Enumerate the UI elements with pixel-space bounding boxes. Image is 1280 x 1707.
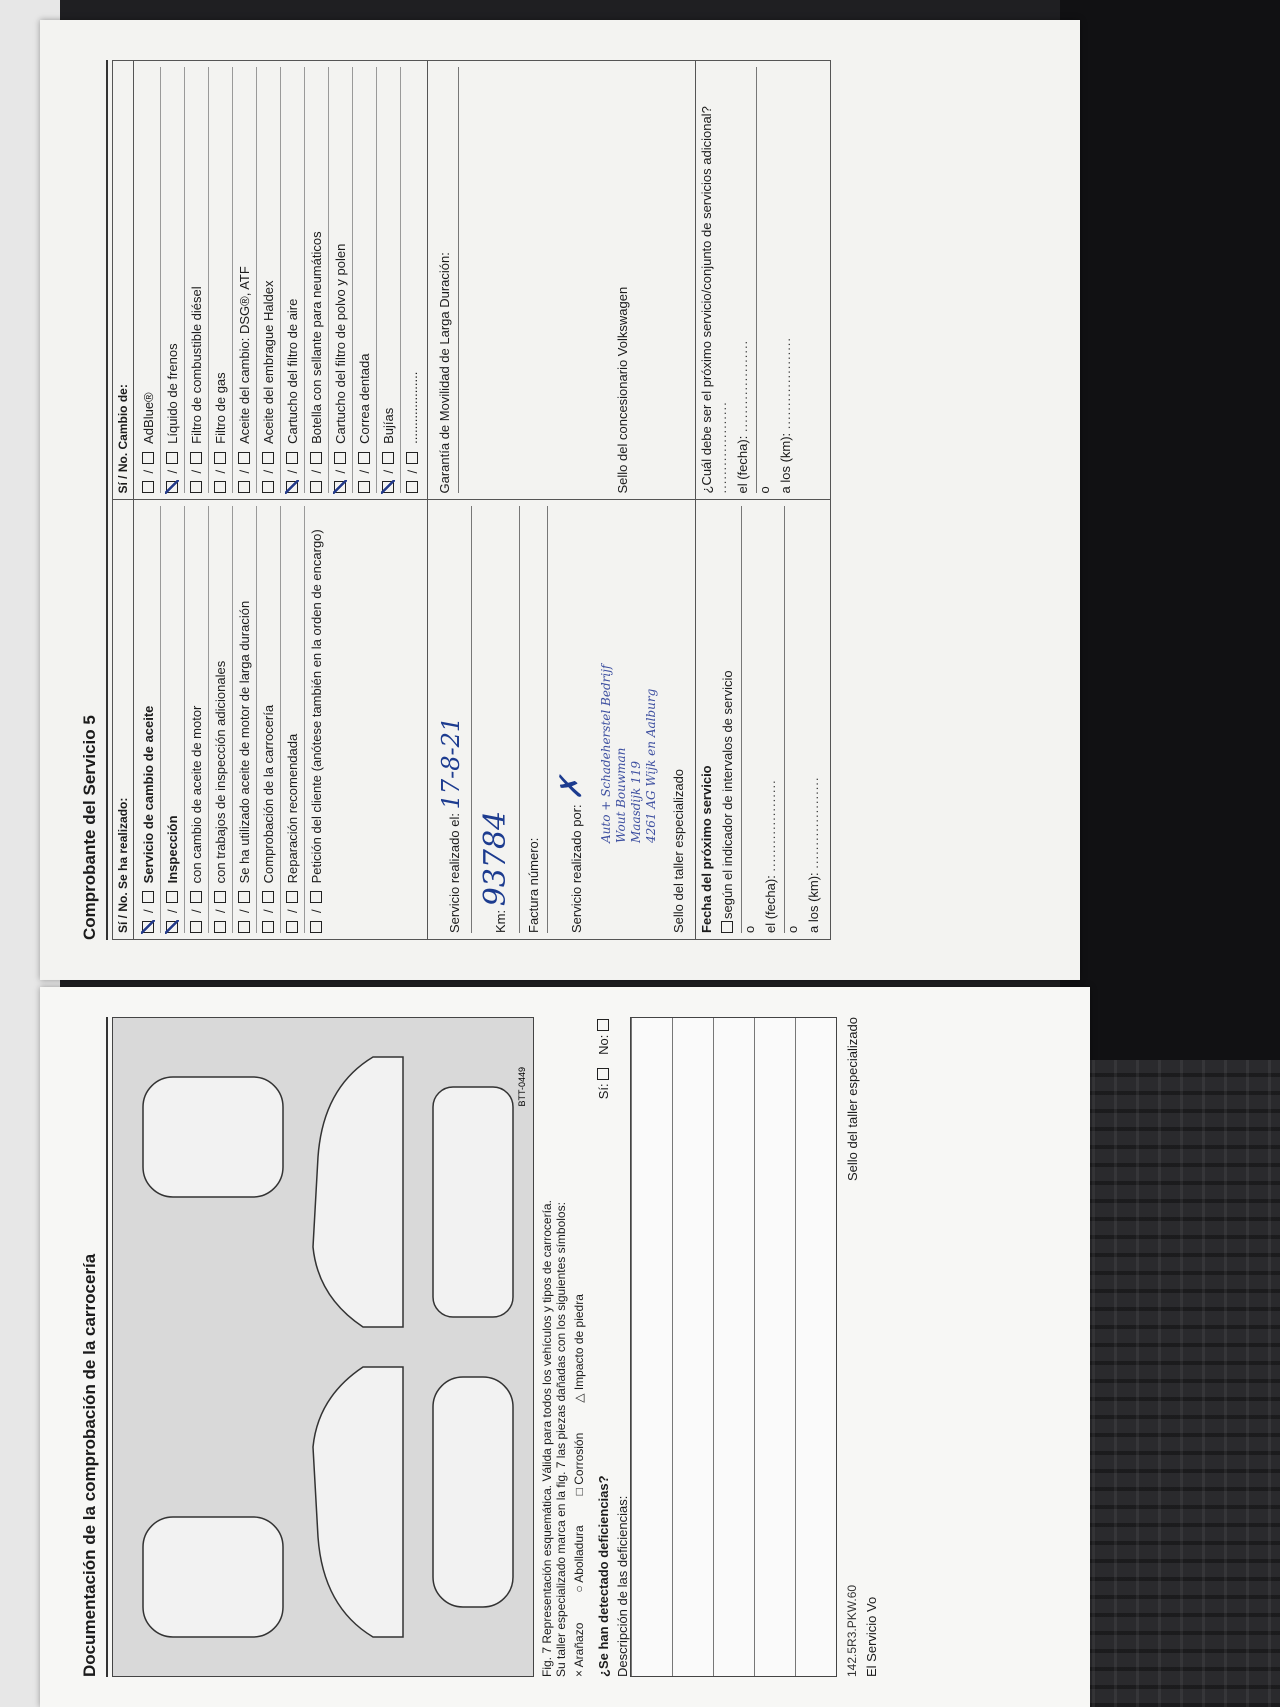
vehicle-diagram [112, 1017, 534, 1677]
next-service-question: ¿Cuál debe ser el próximo servicio/conjunto de servicios adicional? [699, 106, 714, 494]
changed-item-label: Aceite del embrague Haldex [261, 280, 276, 444]
no-checkbox[interactable] [214, 891, 226, 903]
yes-checkbox[interactable] [286, 482, 298, 494]
warranty-field: Garantía de Movilidad de Larga Duración: [431, 67, 459, 494]
performed-list [134, 500, 428, 940]
no-checkbox[interactable] [286, 891, 298, 903]
changed-item: / .................... [401, 67, 424, 494]
background-dark [1060, 0, 1280, 1060]
signature: ✗ [554, 775, 589, 801]
performed-item: / Inspección [161, 507, 185, 934]
next-service-title: Fecha del próximo servicio [699, 765, 714, 933]
symbol-legend: × Arañazo ○ Abolladura □ Corrosión △ Impacto de piedra [572, 1294, 586, 1677]
dealer-stamp-label: Sello del concesionario Volkswagen [615, 286, 630, 494]
changed-header: Sí / No. Cambio de: [113, 61, 134, 501]
no-checkbox[interactable] [262, 891, 274, 903]
yes-checkbox[interactable] [190, 482, 202, 494]
deficiency-question: ¿Se han detectado deficiencias? [596, 1475, 611, 1677]
performed-item: / con trabajos de inspección adicionales [209, 507, 233, 934]
performed-item: / con cambio de aceite de motor [185, 507, 209, 934]
changed-item: / Líquido de frenos [161, 67, 185, 494]
yes-checkbox[interactable] [142, 482, 154, 494]
yes-checkbox[interactable] [286, 921, 298, 933]
no-checkbox[interactable] [166, 452, 178, 464]
description-label: Descripción de las deficiencias: [615, 1495, 630, 1677]
changed-item: / Aceite del embrague Haldex [257, 67, 281, 494]
yes-checkbox[interactable] [166, 482, 178, 494]
yes-checkbox[interactable] [597, 1068, 609, 1080]
figure-caption: Fig. 7 Representación esquemática. Válida para todos los vehículos y tipos de carrocería. [540, 1200, 554, 1677]
performed-item-label: Comprobación de la carrocería [261, 704, 276, 884]
changed-item-label: AdBlue® [141, 392, 156, 444]
changed-item: / Botella con sellante para neumáticos [305, 67, 329, 494]
performed-header: Sí / No. Se ha realizado: [113, 500, 134, 940]
changed-item: / Aceite del cambio: DSG®, ATF [233, 67, 257, 494]
changed-item-label: Bujías [381, 407, 396, 444]
no-checkbox[interactable] [310, 452, 322, 464]
yes-checkbox[interactable] [214, 482, 226, 494]
no-checkbox[interactable] [166, 891, 178, 903]
yes-checkbox[interactable] [406, 482, 418, 494]
no-checkbox[interactable] [358, 452, 370, 464]
service-date-value: 17-8-21 [437, 716, 465, 810]
changed-item-label: Cartucho del filtro de aire [285, 298, 300, 444]
yes-checkbox[interactable] [190, 921, 202, 933]
footer-text: El Servicio Vo [864, 1596, 879, 1677]
page-title: Documentación de la comprobación de la carrocería [80, 1253, 99, 1677]
changed-item: / Cartucho del filtro de aire [281, 67, 305, 494]
changed-item-label: Líquido de frenos [165, 343, 180, 444]
page-title: Comprobante del Servicio 5 [80, 715, 99, 940]
changed-item-label: Aceite del cambio: DSG®, ATF [237, 266, 252, 444]
changed-item-label: Correa dentada [357, 353, 372, 444]
km-value: 93784 [478, 810, 513, 907]
yes-checkbox[interactable] [334, 482, 346, 494]
performed-item-label: Se ha utilizado aceite de motor de larga duración [237, 600, 252, 884]
no-checkbox[interactable] [238, 891, 250, 903]
no-checkbox[interactable] [406, 452, 418, 464]
km-field: Km: 93784 [472, 507, 520, 934]
yes-checkbox[interactable] [262, 921, 274, 933]
yes-checkbox[interactable] [262, 482, 274, 494]
changed-item-label: Filtro de combustible diésel [189, 286, 204, 444]
performed-item-label: con cambio de aceite de motor [189, 705, 204, 884]
yes-checkbox[interactable] [214, 921, 226, 933]
changed-item: / Bujías [377, 67, 401, 494]
yes-checkbox[interactable] [238, 921, 250, 933]
figure-code: BTT-0449 [517, 1067, 527, 1107]
performed-item-label: Reparación recomendada [285, 733, 300, 884]
car-top-view [433, 1377, 513, 1607]
changed-item: / Correa dentada [353, 67, 377, 494]
changed-item: / Cartucho del filtro de polvo y polen [329, 67, 353, 494]
no-checkbox[interactable] [286, 452, 298, 464]
no-checkbox[interactable] [142, 452, 154, 464]
symbols-intro: Su taller especializado marca en la fig. 7 las piezas dañadas con los siguientes símbolos: [554, 1202, 568, 1677]
no-checkbox[interactable] [334, 452, 346, 464]
performed-item: / Petición del cliente (anótese también en la orden de encargo) [305, 507, 328, 934]
changed-item-label: .................... [405, 371, 420, 444]
no-checkbox[interactable] [214, 452, 226, 464]
yes-checkbox[interactable] [166, 921, 178, 933]
changed-list [134, 61, 428, 501]
performed-by-field: Servicio realizado por: ✗ [554, 775, 589, 933]
no-checkbox[interactable] [190, 452, 202, 464]
performed-item-label: Servicio de cambio de aceite [141, 705, 156, 884]
yes-checkbox[interactable] [238, 482, 250, 494]
car-front-view [143, 1517, 283, 1637]
interval-checkbox[interactable] [721, 921, 733, 933]
service-table: Sí / No. Se ha realizado: Sí / No. Cambio de: / Servicio de cambio de aceite / Inspección / con cambio de aceite de motor / con trabajos de inspección adicionales / Se ha utilizado aceite de motor de larga duración / Comprobación de la carrocería / Reparación recomendada / Petición del cliente (anótese también en la orden de encargo) / AdBlue® / Líquido de frenos / Filtro de combustible diésel / Filtro de gas / Aceite del cambio: DSG®, ATF / Aceite del embrague Haldex / Cartucho del filtro de aire / Botella con sellante para neumáticos / Cartucho del filtro de polvo y polen / Correa dentada / Bujías / .................... Servicio realizado el: 17-8-21 Km: 93784 Factura número: Servicio realizado por: ✗ Auto + Schadeherstel Bedrijf Wout Bouwman Maasdijk 119 4261 AG Wijk en Aalburg Sello del taller especializado Garantía de Movilidad de Larga Duración: Sello del concesionario Volkswagen Fecha del próximo servicio según el indicador de intervalos de servicio o el (fecha): .................... o a los (km): .................... ¿Cuál debe ser el próximo servicio/conjunto de servicios adicional? .................... el (fecha): .................... o a los (km): .................... [112, 60, 831, 940]
performed-item: / Se ha utilizado aceite de motor de larga duración [233, 507, 257, 934]
yes-checkbox[interactable] [142, 921, 154, 933]
car-rear-view [143, 1077, 283, 1197]
no-checkbox[interactable] [597, 1019, 609, 1031]
no-checkbox[interactable] [310, 891, 322, 903]
changed-item: / Filtro de combustible diésel [185, 67, 209, 494]
workshop-stamp-label: Sello del taller especializado [671, 768, 686, 933]
no-checkbox[interactable] [142, 891, 154, 903]
description-lines [630, 1017, 837, 1677]
yes-checkbox[interactable] [382, 482, 394, 494]
performed-item-label: con trabajos de inspección adicionales [213, 660, 228, 884]
car-right-side [313, 1057, 403, 1327]
changed-item-label: Filtro de gas [213, 372, 228, 444]
performed-item: / Comprobación de la carrocería [257, 507, 281, 934]
workshop-stamp-label: Sello del taller especializado [845, 1017, 860, 1182]
service-date-field: Servicio realizado el: 17-8-21 [431, 507, 472, 934]
performed-item-label: Inspección [165, 815, 180, 884]
yes-checkbox[interactable] [358, 482, 370, 494]
car-left-side [313, 1367, 403, 1637]
car-outlines [113, 1018, 533, 1676]
changed-item-label: Cartucho del filtro de polvo y polen [333, 243, 348, 444]
no-checkbox[interactable] [262, 452, 274, 464]
changed-item-label: Botella con sellante para neumáticos [309, 231, 324, 444]
car-underbody [433, 1087, 513, 1317]
workshop-stamp: Auto + Schadeherstel Bedrijf Wout Bouwman Maasdijk 119 4261 AG Wijk en Aalburg [599, 664, 658, 843]
body-check-page: Documentación de la comprobación de la carrocería BTT-0449 Fig. 7 Representación esquemática. Válida para todos los vehículos y tipos de carrocería. Su taller especializado marca en la fig. 7 las piezas dañadas con los siguientes símbolos: × Arañazo ○ Abolladura □ Corrosión △ Impacto de piedra ¿Se han detectado deficiencias? Sí: No: Descripción de las deficiencias: 142.5R3.PKW.60 Sello del taller especializado El Servicio Vo [40, 987, 1090, 1707]
no-checkbox[interactable] [190, 891, 202, 903]
yes-checkbox[interactable] [310, 921, 322, 933]
footer-code: 142.5R3.PKW.60 [845, 1584, 859, 1677]
changed-item: / Filtro de gas [209, 67, 233, 494]
changed-item: / AdBlue® [137, 67, 161, 494]
performed-item: / Reparación recomendada [281, 507, 305, 934]
performed-item-label: Petición del cliente (anótese también en la orden de encargo) [309, 529, 324, 884]
invoice-field: Factura número: [520, 507, 548, 934]
performed-item: / Servicio de cambio de aceite [137, 507, 161, 934]
no-checkbox[interactable] [382, 452, 394, 464]
yes-checkbox[interactable] [310, 482, 322, 494]
no-checkbox[interactable] [238, 452, 250, 464]
service-record-page [40, 20, 1080, 980]
